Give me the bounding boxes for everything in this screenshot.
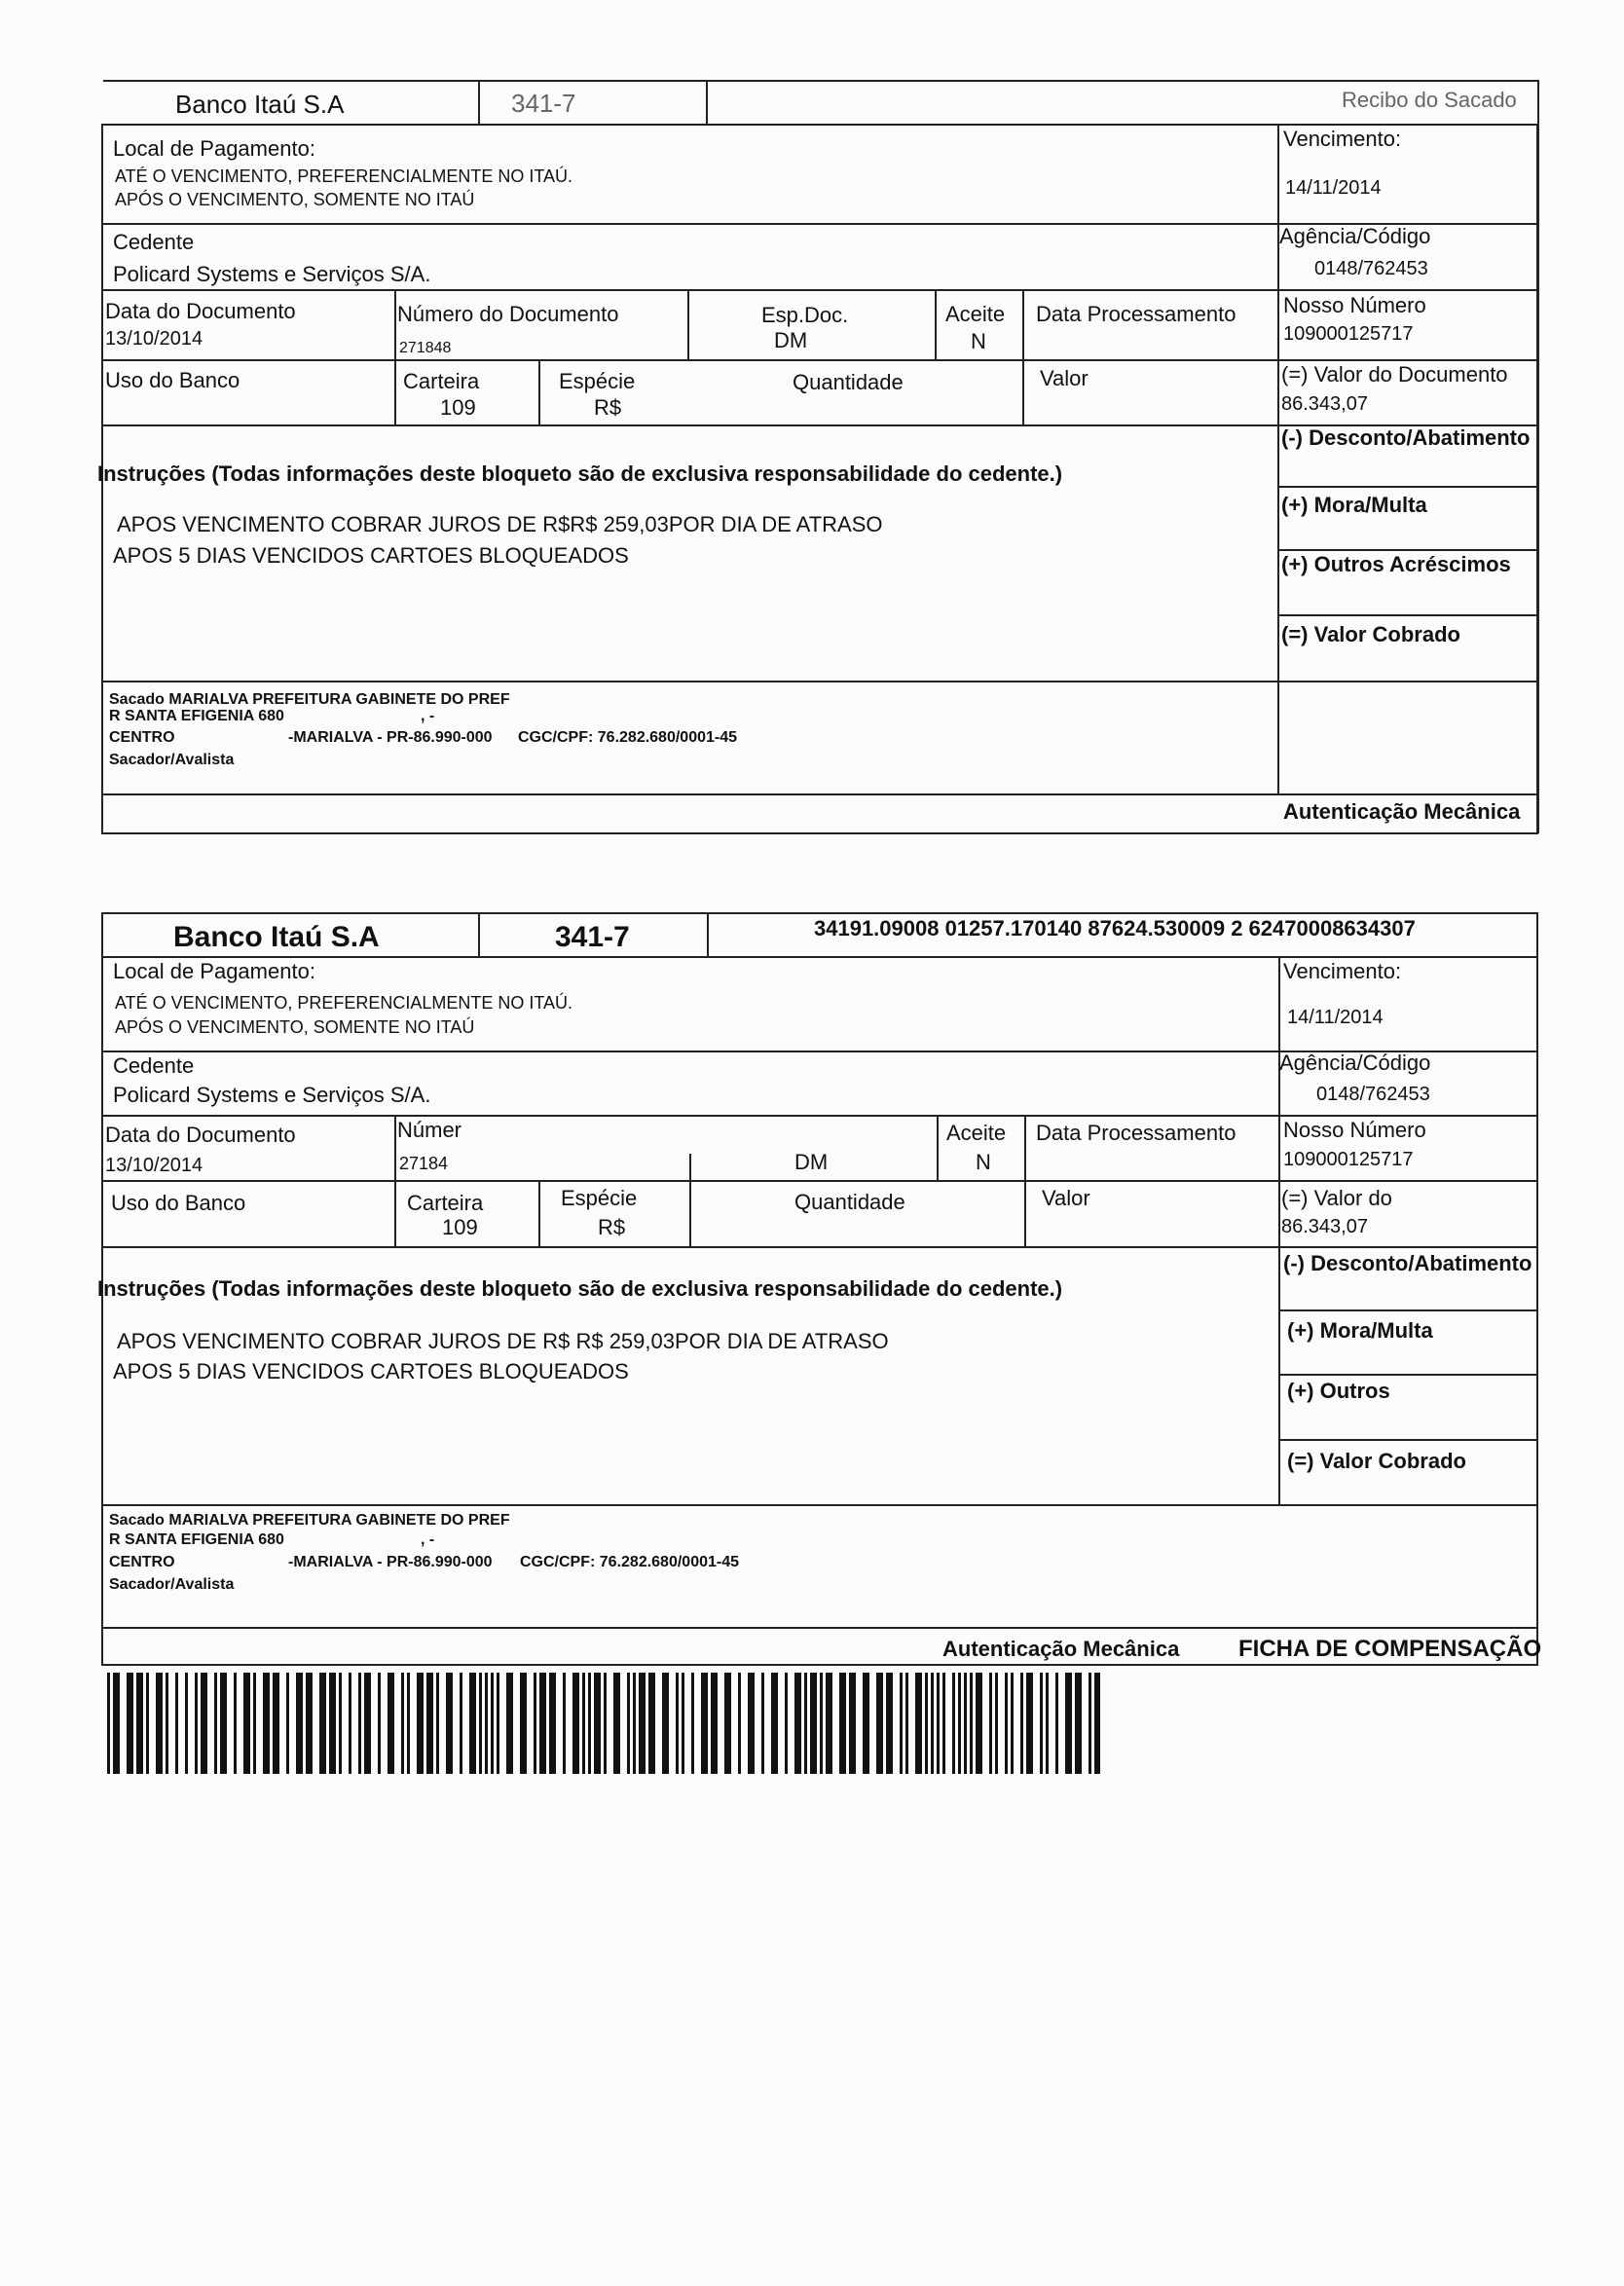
- nosso-numero-label: Nosso Número: [1283, 1118, 1426, 1142]
- sacado-centro: CENTRO: [109, 729, 175, 746]
- barcode-bar: [417, 1673, 424, 1774]
- data-documento-value: 13/10/2014: [105, 1155, 203, 1176]
- barcode-bar: [436, 1673, 439, 1774]
- barcode-bar: [905, 1673, 908, 1774]
- autenticacao-label: Autenticação Mecânica: [1283, 799, 1521, 824]
- barcode-bar: [195, 1673, 198, 1774]
- desconto-label: (-) Desconto/Abatimento: [1281, 425, 1531, 450]
- cedente-label: Cedente: [113, 230, 195, 254]
- uso-banco-label: Uso do Banco: [105, 368, 240, 392]
- valor-cobrado-label: (=) Valor Cobrado: [1281, 622, 1460, 646]
- barcode-bar: [273, 1673, 279, 1774]
- esp-doc-value: DM: [794, 1150, 829, 1174]
- barcode-bar: [627, 1673, 630, 1774]
- carteira-value: 109: [440, 395, 476, 420]
- divider: [1277, 614, 1538, 616]
- barcode-bar: [286, 1673, 289, 1774]
- barcode-bar: [931, 1673, 934, 1774]
- divider: [478, 80, 480, 125]
- barcode-bar: [1040, 1673, 1043, 1774]
- barcode-bar: [253, 1673, 256, 1774]
- barcode-bar: [220, 1673, 227, 1774]
- bank-name: Banco Itaú S.A: [173, 921, 380, 953]
- data-processamento-label: Data Processamento: [1036, 1121, 1236, 1145]
- esp-doc-label: Esp.Doc.: [761, 303, 849, 327]
- barcode-bar: [701, 1673, 708, 1774]
- barcode-bar: [506, 1673, 513, 1774]
- barcode-bar: [146, 1673, 149, 1774]
- instrucoes-label: Instruções (Todas informações deste bloqueto são de exclusiva responsabilidade do cedente.): [97, 1276, 1063, 1301]
- numero-documento-value: 271848: [399, 340, 452, 356]
- barcode-bar: [738, 1673, 741, 1774]
- barcode-bar: [1046, 1673, 1049, 1774]
- barcode-bar: [761, 1673, 764, 1774]
- divider: [687, 289, 689, 359]
- divider: [101, 359, 1538, 361]
- barcode-bar: [166, 1673, 168, 1774]
- uso-banco-label: Uso do Banco: [111, 1191, 246, 1215]
- barcode-bar: [1075, 1673, 1082, 1774]
- barcode-bar: [107, 1673, 110, 1774]
- barcode-bar: [613, 1673, 620, 1774]
- barcode-bar: [1055, 1673, 1058, 1774]
- nosso-numero-value: 109000125717: [1283, 1149, 1414, 1170]
- divider: [101, 289, 1538, 291]
- especie-value: R$: [594, 395, 622, 420]
- barcode-bar: [358, 1673, 361, 1774]
- sacado-cidade: -MARIALVA - PR-86.990-000: [288, 729, 493, 746]
- data-documento-label: Data do Documento: [105, 299, 296, 323]
- barcode-bar: [952, 1673, 955, 1774]
- cedente-value: Policard Systems e Serviços S/A.: [113, 1083, 431, 1107]
- data-documento-value: 13/10/2014: [105, 328, 203, 350]
- divider: [101, 1504, 1538, 1506]
- barcode-bar: [539, 1673, 546, 1774]
- carteira-value: 109: [442, 1215, 478, 1239]
- sacado-cgc: CGC/CPF: 76.282.680/0001-45: [520, 1554, 740, 1570]
- barcode-icon: [107, 1673, 1100, 1774]
- divider: [1278, 1309, 1538, 1311]
- numero-documento-value: 27184: [399, 1154, 449, 1173]
- instrucao-1: APOS VENCIMENTO COBRAR JUROS DE R$ R$ 259,03POR DIA DE ATRASO: [117, 1329, 889, 1353]
- barcode-bar: [263, 1673, 270, 1774]
- barcode-bar: [995, 1673, 998, 1774]
- divider: [101, 1115, 1538, 1117]
- mora-label: (+) Mora/Multa: [1287, 1318, 1433, 1343]
- barcode-bar: [1094, 1673, 1100, 1774]
- divider: [101, 1627, 1538, 1629]
- divider: [1022, 289, 1024, 425]
- divider: [101, 956, 1538, 958]
- bank-code: 341-7: [555, 921, 630, 953]
- barcode-bar: [497, 1673, 499, 1774]
- valor-documento-label: (=) Valor do: [1281, 1186, 1392, 1210]
- vencimento-value: 14/11/2014: [1285, 177, 1382, 199]
- barcode-bar: [942, 1673, 945, 1774]
- barcode-bar: [296, 1673, 303, 1774]
- divider: [1278, 956, 1280, 1505]
- barcode-bar: [648, 1673, 655, 1774]
- barcode-bar: [127, 1673, 133, 1774]
- barcode-bar: [594, 1673, 601, 1774]
- barcode-bar: [407, 1673, 410, 1774]
- local-pagamento-label: Local de Pagamento:: [113, 959, 315, 983]
- barcode-bar: [876, 1673, 883, 1774]
- barcode-bar: [604, 1673, 607, 1774]
- divider: [101, 793, 1538, 795]
- instrucao-2: APOS 5 DIAS VENCIDOS CARTOES BLOQUEADOS: [113, 543, 629, 568]
- barcode-bar: [185, 1673, 188, 1774]
- divider: [937, 1115, 939, 1181]
- barcode-bar: [1026, 1673, 1033, 1774]
- vencimento-label: Vencimento:: [1283, 127, 1402, 151]
- divider: [478, 912, 480, 957]
- divider: [101, 1180, 1538, 1182]
- esp-doc-value: DM: [774, 328, 808, 352]
- barcode-bar: [989, 1673, 992, 1774]
- barcode-bar: [820, 1673, 823, 1774]
- barcode-bar: [682, 1673, 684, 1774]
- barcode-bar: [306, 1673, 313, 1774]
- divider: [935, 289, 937, 359]
- barcode-bar: [900, 1673, 903, 1774]
- divider: [1278, 1439, 1538, 1441]
- barcode-bar: [136, 1673, 143, 1774]
- barcode-bar: [582, 1673, 585, 1774]
- barcode-bar: [785, 1673, 788, 1774]
- barcode-bar: [748, 1673, 755, 1774]
- sacado-line1: Sacado MARIALVA PREFEITURA GABINETE DO PREF: [109, 1512, 510, 1529]
- divider: [394, 289, 396, 425]
- autenticacao-label: Autenticação Mecânica: [942, 1637, 1180, 1661]
- barcode-bar: [234, 1673, 237, 1774]
- barcode-bar: [863, 1673, 869, 1774]
- aceite-value: N: [971, 329, 986, 353]
- barcode-bar: [426, 1673, 433, 1774]
- valor-label: Valor: [1042, 1186, 1090, 1210]
- agencia-label: Agência/Código: [1279, 1051, 1431, 1075]
- aceite-label: Aceite: [946, 1121, 1007, 1145]
- barcode-bar: [534, 1673, 536, 1774]
- barcode-bar: [214, 1673, 217, 1774]
- divider: [1277, 486, 1538, 488]
- aceite-value: N: [976, 1150, 991, 1174]
- barcode-bar: [364, 1673, 371, 1774]
- sacado-line2b: , -: [421, 708, 435, 724]
- barcode-bar: [201, 1673, 207, 1774]
- barcode-bar: [339, 1673, 342, 1774]
- agencia-value: 0148/762453: [1314, 258, 1428, 279]
- sacado-line2: R SANTA EFIGENIA 680: [109, 1531, 284, 1548]
- barcode-bar: [479, 1673, 482, 1774]
- barcode-bar: [1011, 1673, 1014, 1774]
- divider: [103, 80, 1538, 82]
- bank-name: Banco Itaú S.A: [175, 90, 345, 119]
- barcode-bar: [662, 1673, 669, 1774]
- especie-value: R$: [598, 1215, 626, 1239]
- bank-code: 341-7: [511, 89, 576, 118]
- barcode-bar: [563, 1673, 566, 1774]
- sacado-centro: CENTRO: [109, 1554, 175, 1570]
- ficha-label: FICHA DE COMPENSAÇÃO: [1238, 1636, 1542, 1662]
- barcode-bar: [113, 1673, 120, 1774]
- barcode-bar: [886, 1673, 893, 1774]
- sacador-avalista: Sacador/Avalista: [109, 1576, 235, 1593]
- divider: [707, 912, 709, 957]
- barcode-bar: [976, 1673, 982, 1774]
- barcode-bar: [329, 1673, 336, 1774]
- barcode-bar: [388, 1673, 394, 1774]
- quantidade-label: Quantidade: [793, 370, 904, 394]
- especie-label: Espécie: [559, 369, 636, 393]
- sacador-avalista: Sacador/Avalista: [109, 752, 235, 768]
- barcode-bar: [676, 1673, 679, 1774]
- local-pagamento-line1: ATÉ O VENCIMENTO, PREFERENCIALMENTE NO ITAÚ.: [115, 166, 573, 186]
- divider: [538, 359, 540, 425]
- barcode-bar: [937, 1673, 940, 1774]
- barcode-bar: [401, 1673, 404, 1774]
- carteira-label: Carteira: [403, 369, 480, 393]
- barcode-bar: [810, 1673, 817, 1774]
- quantidade-label: Quantidade: [794, 1190, 905, 1214]
- outros-label: (+) Outros: [1287, 1379, 1390, 1403]
- data-processamento-label: Data Processamento: [1036, 302, 1236, 326]
- valor-documento-value: 86.343,07: [1281, 393, 1368, 415]
- barcode-bar: [711, 1673, 718, 1774]
- barcode-bar: [849, 1673, 856, 1774]
- barcode-bar: [485, 1673, 488, 1774]
- divider: [706, 80, 708, 125]
- divider: [538, 1180, 540, 1246]
- sacado-cgc: CGC/CPF: 76.282.680/0001-45: [518, 729, 738, 746]
- sacado-line2: R SANTA EFIGENIA 680: [109, 708, 284, 724]
- barcode-bar: [469, 1673, 476, 1774]
- barcode-bar: [588, 1673, 591, 1774]
- divider: [101, 681, 1538, 682]
- sacado-line2b: , -: [421, 1531, 435, 1548]
- instrucao-1: APOS VENCIMENTO COBRAR JUROS DE R$R$ 259,03POR DIA DE ATRASO: [117, 512, 883, 536]
- barcode-bar: [691, 1673, 694, 1774]
- barcode-bar: [446, 1673, 453, 1774]
- local-pagamento-line2: APÓS O VENCIMENTO, SOMENTE NO ITAÚ: [115, 190, 475, 209]
- barcode-bar: [794, 1673, 801, 1774]
- barcode-bar: [839, 1673, 846, 1774]
- barcode-bar: [243, 1673, 250, 1774]
- valor-documento-label: (=) Valor do Documento: [1281, 362, 1508, 387]
- local-pagamento-line2: APÓS O VENCIMENTO, SOMENTE NO ITAÚ: [115, 1017, 475, 1037]
- agencia-value: 0148/762453: [1316, 1084, 1430, 1105]
- barcode-bar: [826, 1673, 832, 1774]
- numero-documento-label: Número do Documento: [397, 302, 619, 326]
- nosso-numero-value: 109000125717: [1283, 323, 1414, 345]
- barcode-bar: [915, 1673, 922, 1774]
- barcode-bar: [349, 1673, 351, 1774]
- sacado-line1: Sacado MARIALVA PREFEITURA GABINETE DO PREF: [109, 691, 510, 708]
- divider: [1277, 549, 1538, 551]
- numero-documento-label: Númer: [397, 1118, 462, 1142]
- especie-label: Espécie: [561, 1186, 638, 1210]
- barcode-bar: [1005, 1673, 1008, 1774]
- barcode-bar: [970, 1673, 973, 1774]
- valor-cobrado-label: (=) Valor Cobrado: [1287, 1449, 1466, 1473]
- vencimento-value: 14/11/2014: [1287, 1007, 1384, 1028]
- barcode-bar: [1089, 1673, 1091, 1774]
- outros-label: (+) Outros Acréscimos: [1281, 552, 1511, 576]
- sacado-cidade: -MARIALVA - PR-86.990-000: [288, 1554, 493, 1570]
- carteira-label: Carteira: [407, 1191, 484, 1215]
- cedente-value: Policard Systems e Serviços S/A.: [113, 262, 431, 286]
- recibo-title: Recibo do Sacado: [1342, 88, 1517, 112]
- barcode-bar: [771, 1673, 778, 1774]
- barcode-bar: [1065, 1673, 1072, 1774]
- local-pagamento-line1: ATÉ O VENCIMENTO, PREFERENCIALMENTE NO ITAÚ.: [115, 993, 573, 1013]
- barcode-bar: [633, 1673, 636, 1774]
- mora-label: (+) Mora/Multa: [1281, 493, 1427, 517]
- barcode-bar: [958, 1673, 961, 1774]
- barcode-bar: [804, 1673, 807, 1774]
- local-pagamento-label: Local de Pagamento:: [113, 136, 315, 161]
- nosso-numero-label: Nosso Número: [1283, 293, 1426, 317]
- aceite-label: Aceite: [945, 302, 1006, 326]
- valor-documento-value: 86.343,07: [1281, 1216, 1368, 1237]
- divider: [101, 1246, 1538, 1248]
- barcode-bar: [156, 1673, 163, 1774]
- barcode-bar: [1020, 1673, 1023, 1774]
- cedente-label: Cedente: [113, 1053, 195, 1078]
- barcode-bar: [724, 1673, 731, 1774]
- barcode-bar: [319, 1673, 326, 1774]
- barcode-bar: [520, 1673, 527, 1774]
- barcode-bar: [964, 1673, 967, 1774]
- linha-digitavel: 34191.09008 01257.170140 87624.530009 2 62470008634307: [814, 916, 1416, 940]
- barcode-bar: [572, 1673, 579, 1774]
- barcode-bar: [378, 1673, 381, 1774]
- vencimento-label: Vencimento:: [1283, 959, 1402, 983]
- valor-label: Valor: [1040, 366, 1089, 390]
- barcode-bar: [491, 1673, 494, 1774]
- instrucoes-label: Instruções (Todas informações deste bloqueto são de exclusiva responsabilidade do cedente.): [97, 461, 1063, 486]
- barcode-bar: [460, 1673, 462, 1774]
- divider: [689, 1154, 691, 1246]
- data-documento-label: Data do Documento: [105, 1123, 296, 1147]
- barcode-bar: [175, 1673, 178, 1774]
- desconto-label: (-) Desconto/Abatimento: [1283, 1251, 1532, 1275]
- instrucao-2: APOS 5 DIAS VENCIDOS CARTOES BLOQUEADOS: [113, 1359, 629, 1383]
- agencia-label: Agência/Código: [1279, 224, 1431, 248]
- divider: [1278, 1374, 1538, 1376]
- barcode-bar: [925, 1673, 928, 1774]
- barcode-bar: [639, 1673, 646, 1774]
- barcode-bar: [549, 1673, 556, 1774]
